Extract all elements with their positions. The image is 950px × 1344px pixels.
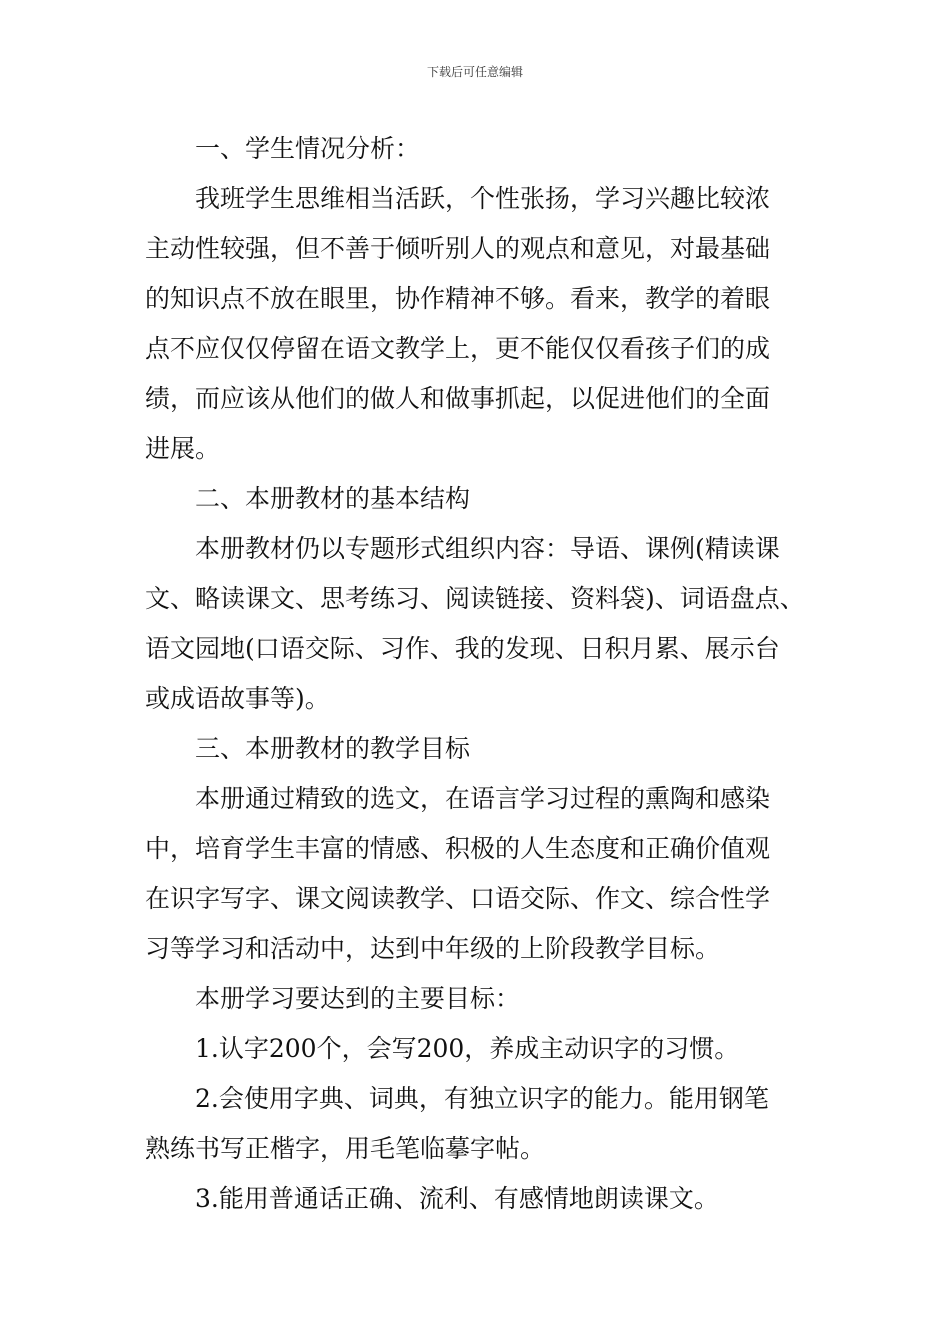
paragraph-line: 3.能用普通话正确、流利、有感情地朗读课文。 (195, 1184, 719, 1213)
paragraph-line: 的知识点不放在眼里，协作精神不够。看来，教学的着眼 (145, 284, 771, 313)
paragraph-line: 主动性较强，但不善于倾听别人的观点和意见，对最基础 (145, 234, 771, 263)
paragraph-line: 本册学习要达到的主要目标： (195, 984, 521, 1013)
paragraph-textbook-structure (145, 524, 825, 724)
paragraph-line: 2.会使用字典、词典，有独立识字的能力。能用钢笔 (195, 1084, 769, 1113)
paragraph-line: 我班学生思维相当活跃，个性张扬，学习兴趣比较浓 (195, 184, 771, 213)
paragraph-line: 或成语故事等)。 (145, 684, 330, 713)
page-header: 下载后可任意编辑 (426, 65, 523, 79)
paragraph-line: 点不应仅仅停留在语文教学上，更不能仅仅看孩子们的成 (145, 334, 771, 363)
list-item-goal-1 (145, 1024, 825, 1074)
paragraph-line: 进展。 (145, 434, 221, 463)
section-heading-teaching-goals: 三、本册教材的教学目标 (195, 734, 471, 763)
paragraph-line: 本册通过精致的选文，在语言学习过程的熏陶和感染 (195, 784, 771, 813)
paragraph-line: 绩，而应该从他们的做人和做事抓起，以促进他们的全面 (145, 384, 771, 413)
paragraph-line: 语文园地(口语交际、习作、我的发现、日积月累、展示台 (145, 634, 780, 663)
section-heading-student-analysis: 一、学生情况分析： (195, 134, 421, 163)
paragraph-line: 熟练书写正楷字，用毛笔临摹字帖。 (145, 1134, 546, 1163)
list-item-goal-3 (145, 1174, 825, 1224)
paragraph-main-goals-intro (145, 974, 825, 1024)
list-item-goal-2 (145, 1074, 825, 1174)
paragraph-line: 1.认字200个，会写200，养成主动识字的习惯。 (195, 1034, 740, 1063)
paragraph-line: 中，培育学生丰富的情感、积极的人生态度和正确价值观 (145, 834, 771, 863)
section-heading-textbook-structure: 二、本册教材的基本结构 (195, 484, 471, 513)
paragraph-line: 本册教材仍以专题形式组织内容：导语、课例(精读课 (195, 534, 780, 563)
paragraph-line: 习等学习和活动中，达到中年级的上阶段教学目标。 (145, 934, 721, 963)
paragraph-line: 在识字写字、课文阅读教学、口语交际、作文、综合性学 (145, 884, 771, 913)
document-body (145, 124, 825, 1224)
paragraph-line: 文、略读课文、思考练习、阅读链接、资料袋)、词语盘点、 (145, 584, 805, 613)
paragraph-student-analysis (145, 174, 825, 474)
paragraph-teaching-goals (145, 774, 825, 974)
